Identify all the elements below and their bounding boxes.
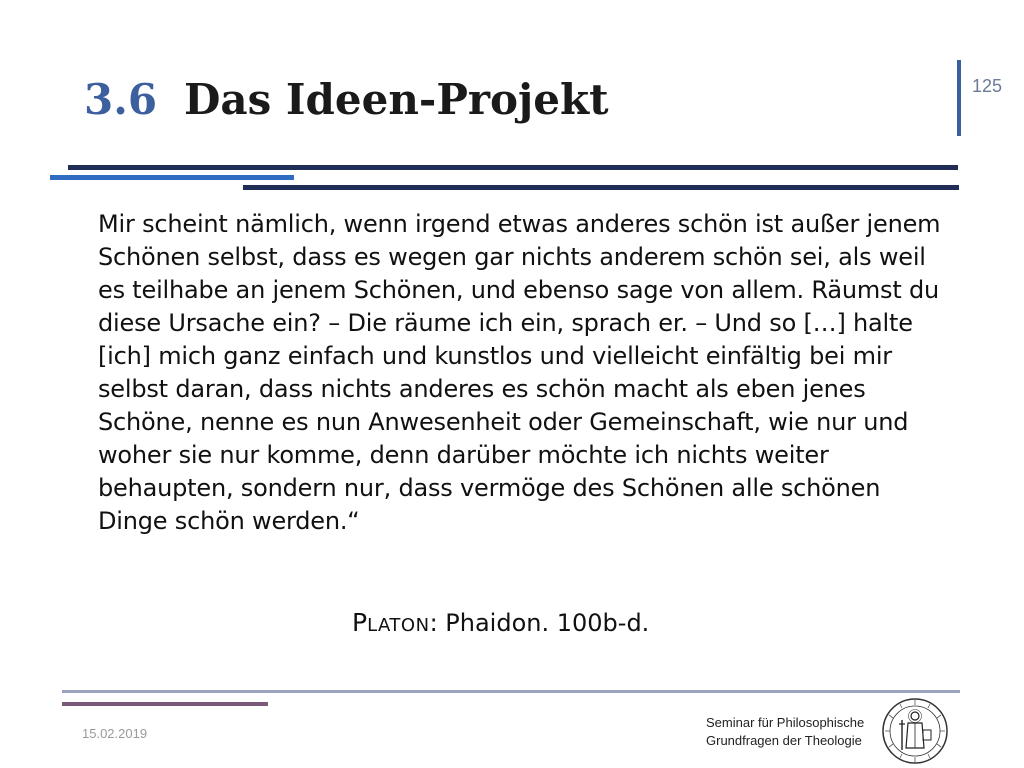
university-seal-icon xyxy=(880,696,950,766)
citation-source: : Phaidon. 100b-d. xyxy=(429,609,650,637)
footer-rule xyxy=(62,690,960,693)
institution-line-1: Seminar für Philosophische xyxy=(706,715,865,730)
institution-line-2: Grundfragen der Theologie xyxy=(706,733,862,748)
header-rule-top xyxy=(68,165,958,170)
quote-text: Mir scheint nämlich, wenn irgend etwas anderes schön ist außer jenem Schönen selbst, dass es wegen gar nichts anderem schön sei, als weil es teilhabe an jenem Schönen, und ebenso sage von allem. Räumst du diese Ursache ein? – Die räume ich ein, sprach er. – Und so […] halte [ich] mich ganz einfach und kunstlos und vielleicht einfältig bei mir selbst daran, dass nichts anderes es schön macht als eben jenes Schöne, nenne es nun Anwesenheit oder Gemeinschaft, wie nur und woher sie nur komme, denn darüber möchte ich nichts weiter behaupten, sondern nur, dass vermöge des Schönen alle schönen Dinge schön werden.“ xyxy=(98,210,941,535)
title-vertical-divider xyxy=(957,60,961,136)
citation-author-rest: LATON xyxy=(367,615,430,636)
footer-rule-accent xyxy=(62,702,268,706)
slide-title: Das Ideen-Projekt xyxy=(184,75,609,124)
header-rule-bottom xyxy=(243,185,959,190)
section-number: 3.6 xyxy=(84,75,158,124)
slide-title-row xyxy=(84,70,608,130)
footer-date: 15.02.2019 xyxy=(82,726,148,741)
citation xyxy=(352,608,649,637)
header-rule-accent xyxy=(50,175,294,180)
footer-institution xyxy=(706,714,864,750)
citation-author-initial: P xyxy=(352,608,368,637)
page-number: 125 xyxy=(972,76,1003,96)
